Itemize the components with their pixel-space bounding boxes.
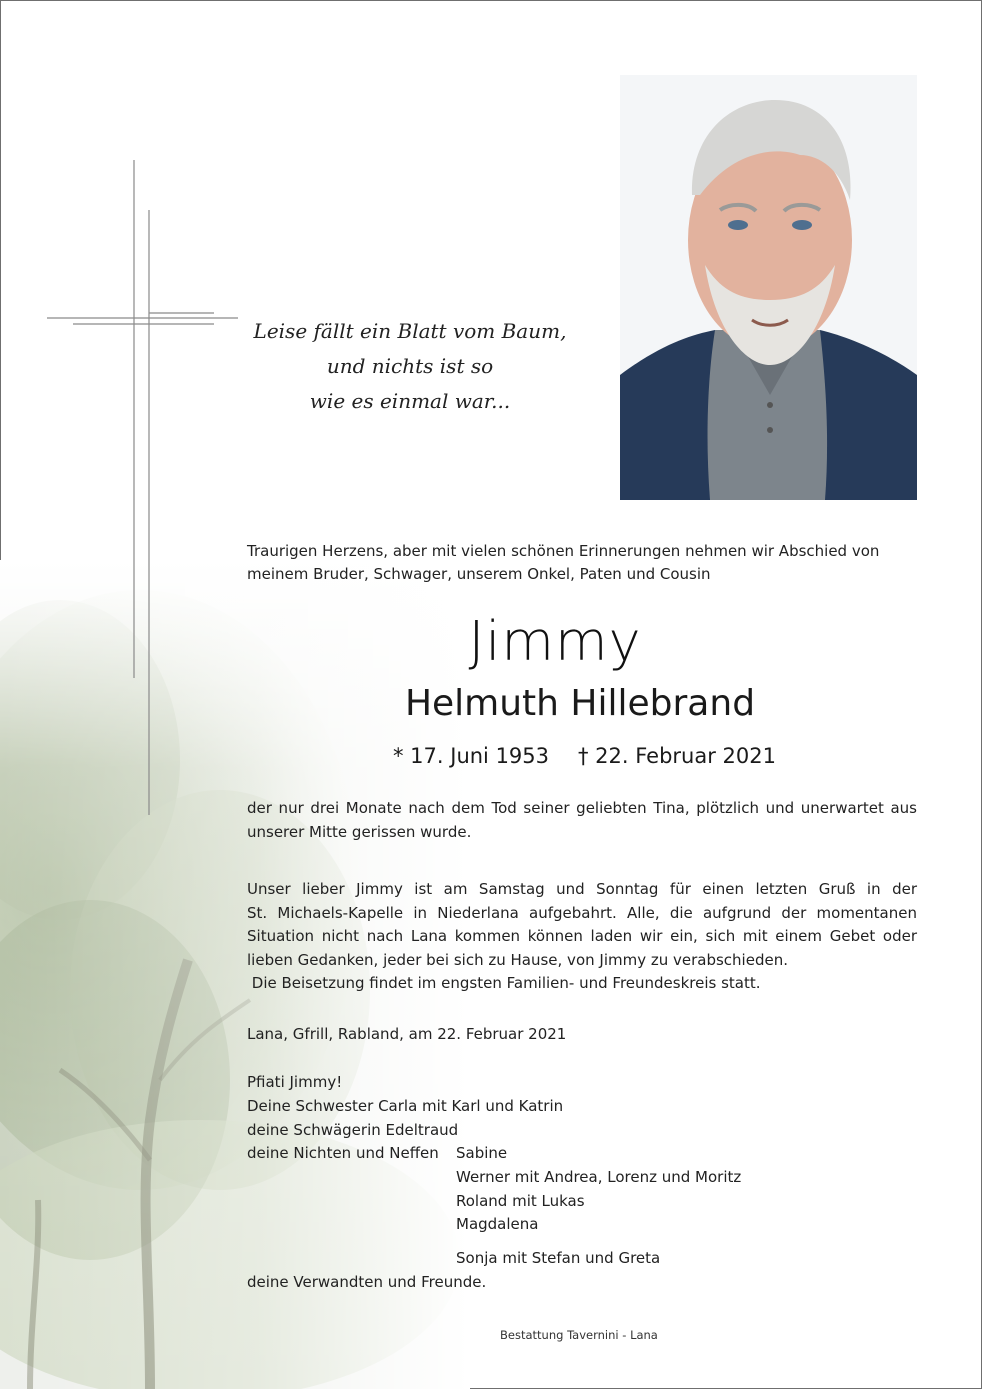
portrait-photo [620, 75, 917, 500]
intro-line: meinem Bruder, Schwager, unserem Onkel, Paten und Cousin [247, 565, 711, 583]
paragraph-line: Situation nicht nach Lana kommen können laden wir ein, sich mit einem Gebet oder [247, 927, 917, 945]
paragraph-line: lieben Gedanken, jeder bei sich zu Hause, von Jimmy zu verabschieden. [247, 950, 788, 969]
mourner-nieces-label: deine Nichten und Neffen [247, 1144, 439, 1162]
niece-nephew-item: Roland mit Lukas [456, 1192, 585, 1210]
verse-line: und nichts ist so [326, 354, 494, 378]
paragraph-line: St. Michaels-Kapelle in Niederlana aufgebahrt. Alle, die aufgrund der momentanen [247, 903, 917, 922]
deceased-full-name: Helmuth Hillebrand [404, 683, 756, 724]
place-date: Lana, Gfrill, Rabland, am 22. Februar 2021 [247, 1025, 567, 1043]
greeting: Pfiati Jimmy! [247, 1073, 343, 1091]
paragraph-line: Unser lieber Jimmy ist am Samstag und Sonntag für einen letzten Gruß in der [247, 880, 917, 898]
niece-nephew-item: Sonja mit Stefan und Greta [456, 1249, 661, 1267]
paragraph-passing [247, 797, 917, 844]
verse [230, 314, 590, 419]
funeral-home-credit: Bestattung Tavernini - Lana [500, 1328, 658, 1342]
birth-date: * 17. Juni 1953 [393, 744, 550, 768]
mourner-relatives: deine Verwandten und Freunde. [247, 1273, 487, 1291]
death-date: † 22. Februar 2021 [578, 744, 776, 768]
cross-icon [0, 0, 260, 840]
niece-nephew-item: Magdalena [456, 1215, 539, 1233]
deceased-nickname: Jimmy [468, 610, 642, 673]
intro-line: Traurigen Herzens, aber mit vielen schönen Erinnerungen nehmen wir Abschied von [247, 542, 880, 560]
intro-text [247, 540, 927, 586]
mourner-sister: Deine Schwester Carla mit Karl und Katrin [247, 1097, 564, 1115]
paragraph-viewing [247, 878, 917, 996]
niece-nephew-item: Sabine [456, 1144, 508, 1162]
verse-line: Leise fällt ein Blatt vom Baum, [253, 319, 567, 343]
paragraph-line: Die Beisetzung findet im engsten Familien- und Freundeskreis statt. [247, 974, 761, 992]
niece-nephew-item: Werner mit Andrea, Lorenz und Moritz [456, 1168, 742, 1186]
paragraph-line: der nur drei Monate nach dem Tod seiner geliebten Tina, plötzlich und unerwartet aus [247, 799, 917, 817]
verse-line: wie es einmal war... [309, 389, 511, 413]
mourner-sister-in-law: deine Schwägerin Edeltraud [247, 1121, 459, 1139]
paragraph-line: unserer Mitte gerissen wurde. [247, 822, 472, 841]
